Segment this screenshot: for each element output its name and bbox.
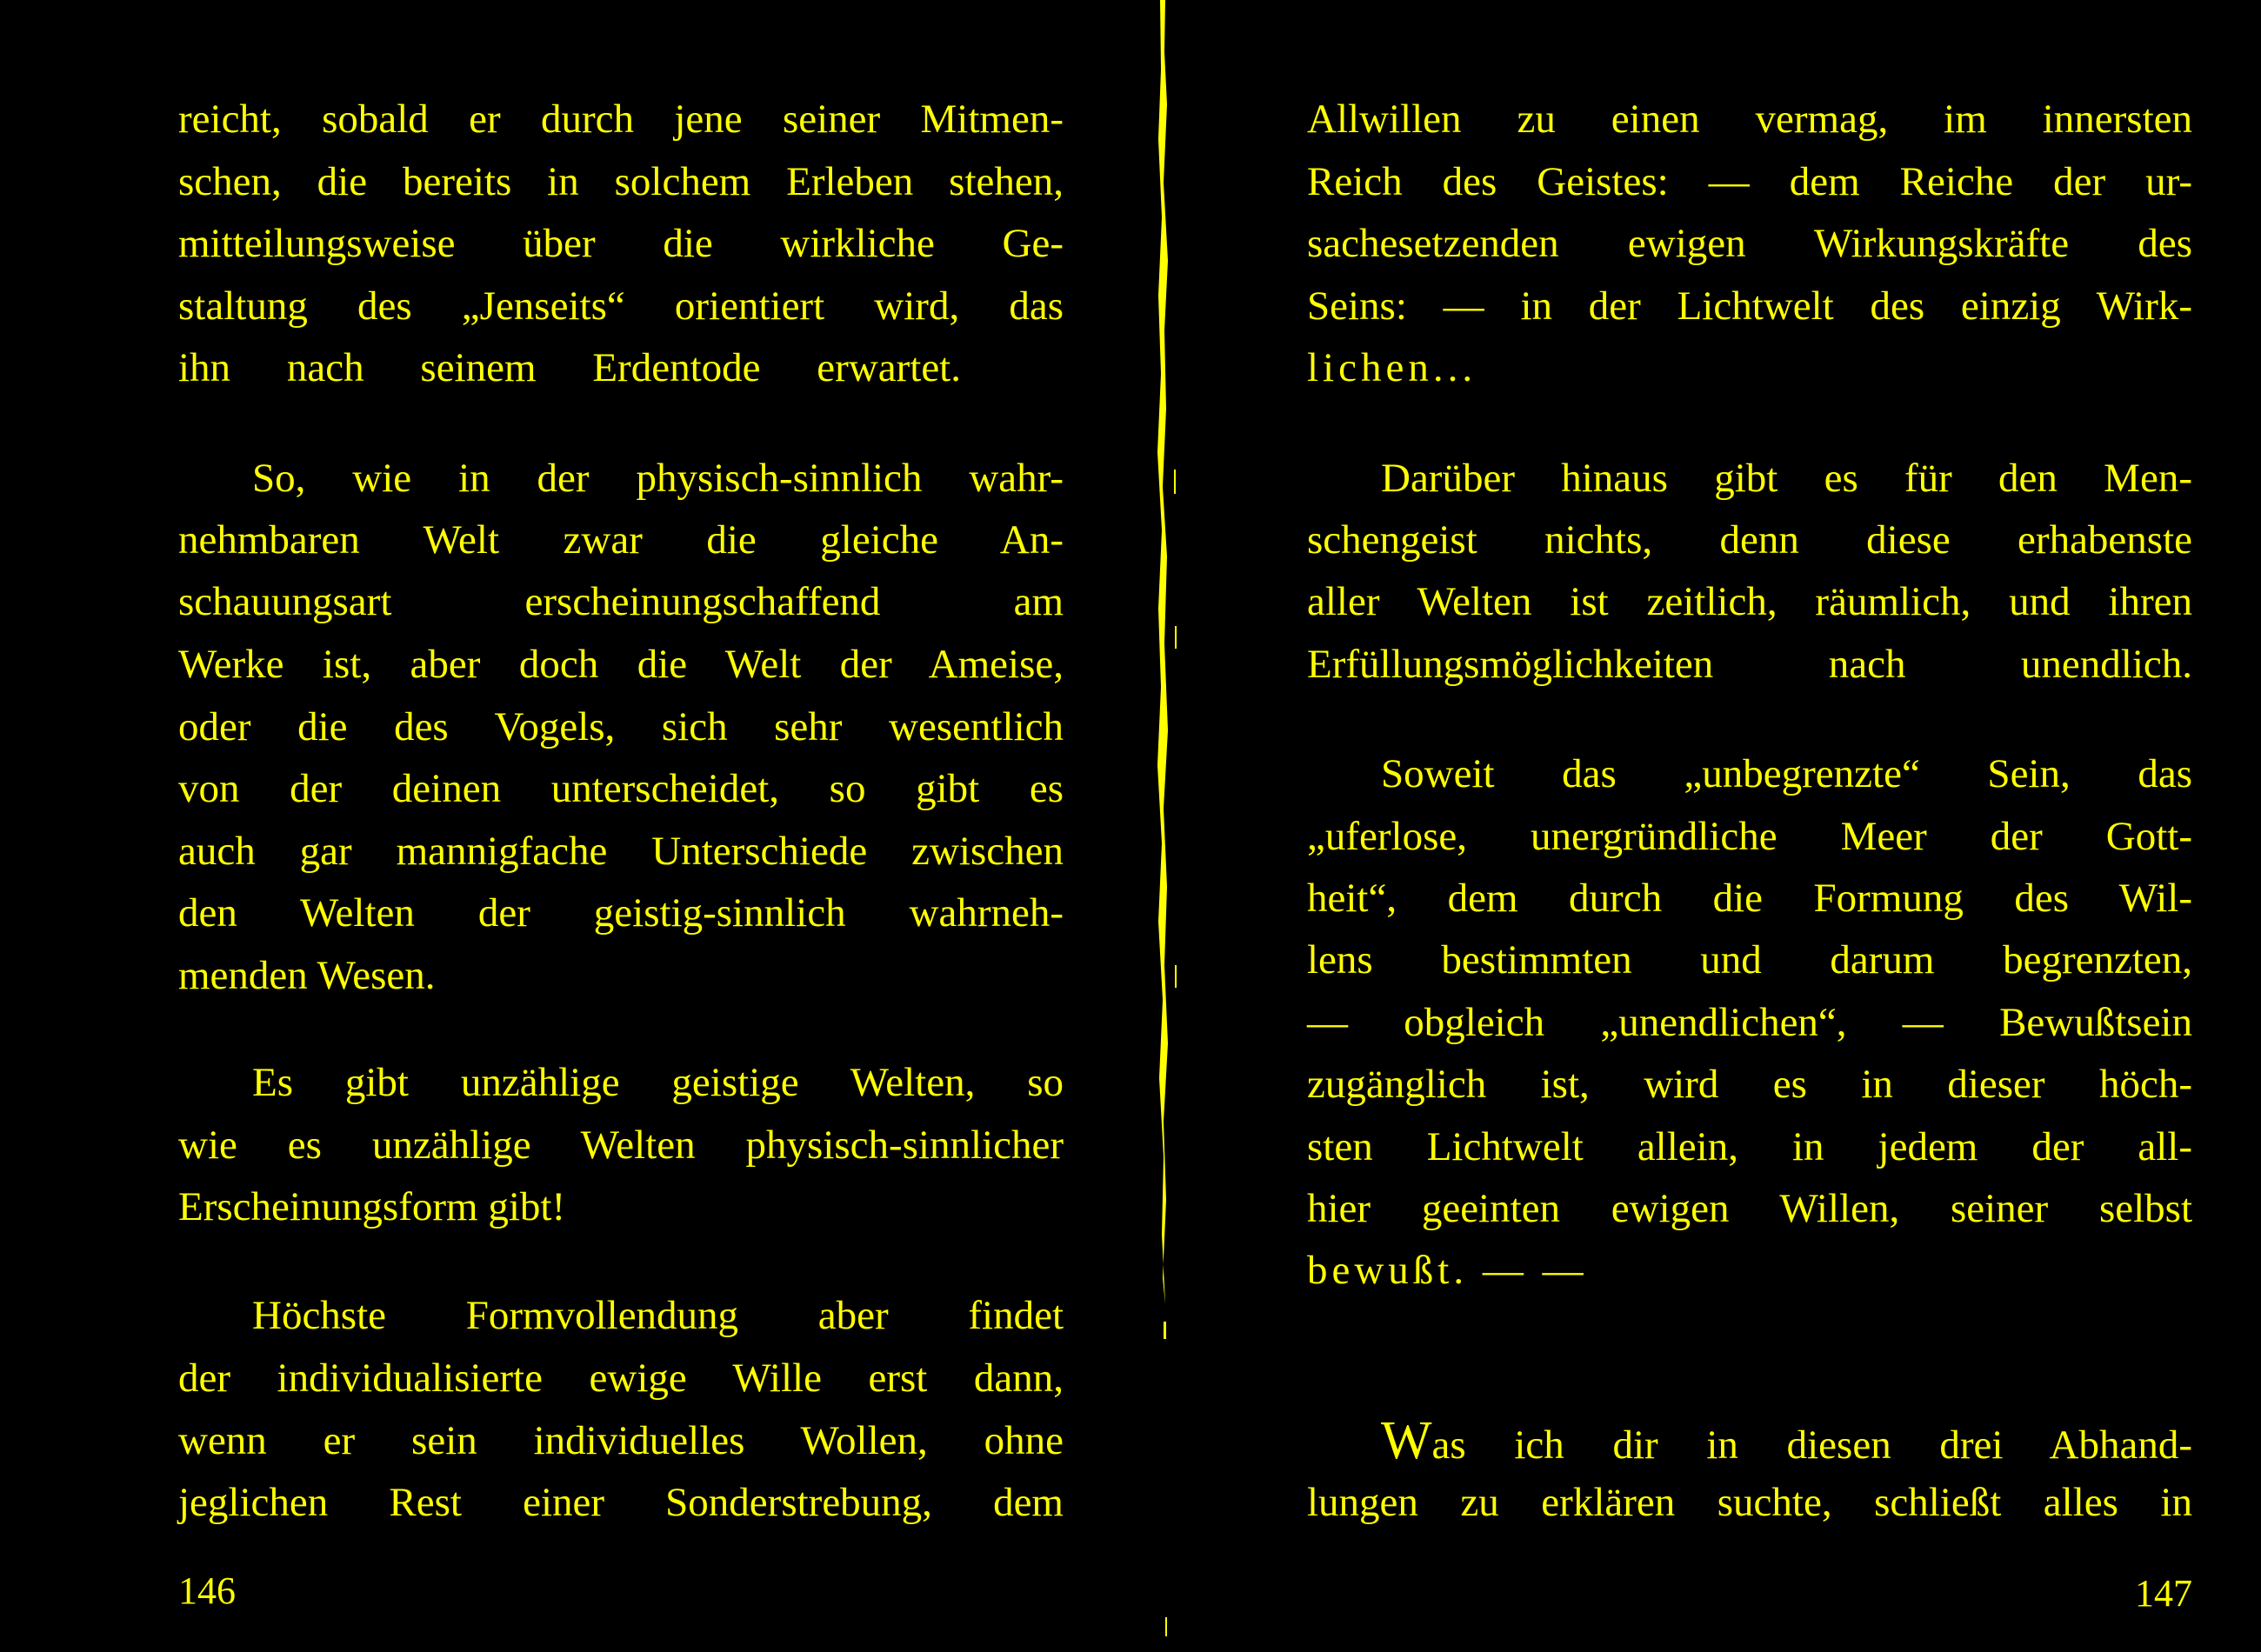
initial-letter: W <box>1381 1411 1432 1470</box>
text-line: staltung des „Jenseits“ orientiert wird, das <box>178 283 1064 329</box>
text-line: sachesetzenden ewigen Wirkungskräfte des <box>1307 221 2192 266</box>
page-number: 146 <box>178 1569 236 1612</box>
text-line: bewußt. — — <box>1307 1248 1588 1293</box>
text-line-rest: as ich dir in diesen drei Abhand- <box>1431 1422 2192 1468</box>
text-line: ihn nach seinem Erdentode erwartet. <box>178 345 961 390</box>
text-line: Werke ist, aber doch die Welt der Ameise, <box>178 642 1064 687</box>
text-line: oder die des Vogels, sich sehr wesentlich <box>178 704 1064 749</box>
text-line: schen, die bereits in solchem Erleben stehen, <box>178 159 1064 204</box>
text-line: Soweit das „unbegrenzte“ Sein, das <box>1381 751 2192 796</box>
text-line: nehmbaren Welt zwar die gleiche An- <box>178 517 1064 563</box>
text-line: lungen zu erklären suchte, schließt alles in <box>1307 1480 2192 1525</box>
text-line: wie es unzählige Welten physisch-sinnlicher <box>178 1122 1064 1168</box>
text-line: Allwillen zu einen vermag, im innersten <box>1307 97 2192 142</box>
text-line <box>1381 1411 2192 1470</box>
text-line: „uferlose, unergründliche Meer der Gott- <box>1307 814 2192 859</box>
text-line: — obgleich „unendlichen“, — Bewußtsein <box>1307 1000 2192 1045</box>
text-line: sten Lichtwelt allein, in jedem der all- <box>1307 1124 2192 1169</box>
text-line: Höchste Formvollendung aber findet <box>252 1293 1064 1338</box>
text-line: schauungsart erscheinungschaffend am <box>178 579 1064 624</box>
text-line: menden Wesen. <box>178 953 436 998</box>
text-line: Seins: — in der Lichtwelt des einzig Wirk- <box>1307 283 2192 329</box>
text-line: hier geeinten ewigen Willen, seiner selbst <box>1307 1186 2192 1231</box>
text-line: Erfüllungsmöglichkeiten nach unendlich. <box>1307 642 2192 687</box>
text-line: Es gibt unzählige geistige Welten, so <box>252 1060 1064 1105</box>
text-line: aller Welten ist zeitlich, räumlich, und ihren <box>1307 579 2192 624</box>
text-line: Darüber hinaus gibt es für den Men- <box>1381 456 2192 501</box>
book-gutter-shadow <box>1146 0 1181 1652</box>
text-line: der individualisierte ewige Wille erst dann, <box>178 1356 1064 1401</box>
text-line: auch gar mannigfache Unterschiede zwischen <box>178 829 1064 874</box>
text-line: reicht, sobald er durch jene seiner Mitmen- <box>178 97 1064 142</box>
text-line: wenn er sein individuelles Wollen, ohne <box>178 1418 1064 1463</box>
text-line: zugänglich ist, wird es in dieser höch- <box>1307 1062 2192 1107</box>
text-line: heit“, dem durch die Formung des Wil- <box>1307 876 2192 921</box>
text-line: Reich des Geistes: — dem Reiche der ur- <box>1307 159 2192 204</box>
text-line: mitteilungsweise über die wirkliche Ge- <box>178 221 1064 266</box>
page-number: 147 <box>2135 1572 2192 1615</box>
text-line: Erscheinungsform gibt! <box>178 1184 566 1229</box>
text-line: schengeist nichts, denn diese erhabenste <box>1307 517 2192 563</box>
text-line: lichen... <box>1307 345 1477 390</box>
text-line: jeglichen Rest einer Sonderstrebung, dem <box>178 1480 1064 1525</box>
right-page <box>1178 0 2261 1652</box>
text-line: lens bestimmten und darum begrenzten, <box>1307 937 2192 983</box>
text-line: So, wie in der physisch-sinnlich wahr- <box>252 456 1064 501</box>
text-line: von der deinen unterscheidet, so gibt es <box>178 766 1064 811</box>
text-line: den Welten der geistig-sinnlich wahrneh- <box>178 890 1064 936</box>
